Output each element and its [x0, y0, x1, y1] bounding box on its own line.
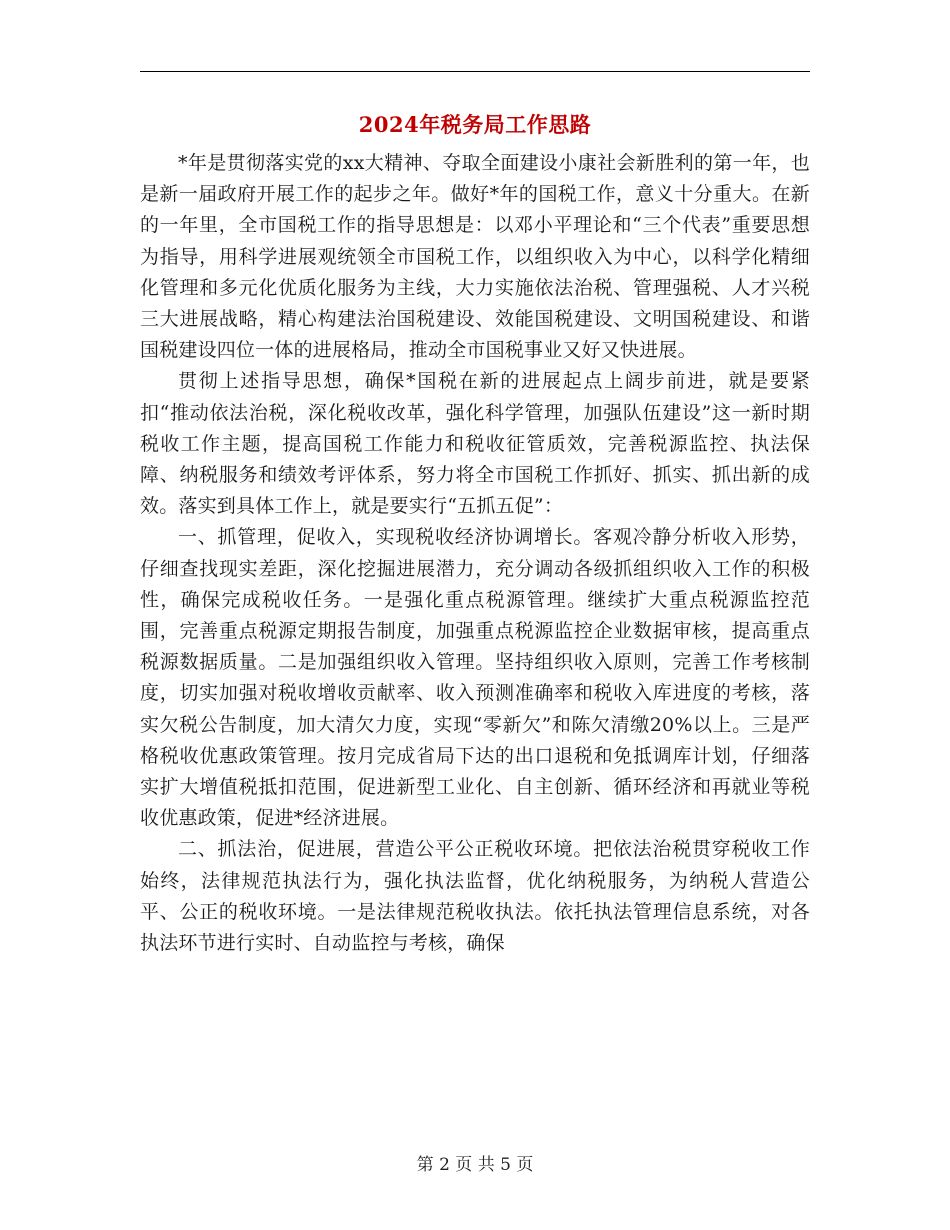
document-title: 2024年税务局工作思路: [358, 112, 592, 137]
paragraph-intro: *年是贯彻落实党的xx大精神、夺取全面建设小康社会新胜利的第一年，也是新一届政府开展工作的起步之年。做好*年的国税工作，意义十分重大。在新的一年里，全市国税工作的指导思想是：以邓小平理论和“三个代表”重要思想为指导，用科学进展观统领全市国税工作，以组织收入为中心，以科学化精细化管理和多元化优质化服务为主线，大力实施依法治税、管理强税、人才兴税三大进展战略，精心构建法治国税建设、效能国税建设、文明国税建设、和谐国税建设四位一体的进展格局，推动全市国税事业又好又快进展。: [140, 152, 810, 362]
paragraph-guiding: 贯彻上述指导思想，确保*国税在新的进展起点上阔步前进，就是要紧扣“推动依法治税，深化税收改革，强化科学管理，加强队伍建设”这一新时期税收工作主题，提高国税工作能力和税收征管质效，完善税源监控、执法保障、纳税服务和绩效考评体系，努力将全市国税工作抓好、抓实、抓出新的成效。落实到具体工作上，就是要实行“五抓五促”：: [140, 370, 810, 518]
document-body: [140, 148, 810, 959]
paragraph-management: 一、抓管理，促收入，实现税收经济协调增长。客观冷静分析收入形势，仔细查找现实差距，深化挖掘进展潜力，充分调动各级抓组织收入工作的积极性，确保完成税收任务。一是强化重点税源管理。继续扩大重点税源监控范围，完善重点税源定期报告制度，加强重点税源监控企业数据审核，提高重点税源数据质量。二是加强组织收入管理。坚持组织收入原则，完善工作考核制度，切实加强对税收增收贡献率、收入预测准确率和税收入库进度的考核，落实欠税公告制度，加大清欠力度，实现“零新欠”和陈欠清缴20%以上。三是严格税收优惠政策管理。按月完成省局下达的出口退税和免抵调库计划，仔细落实扩大增值税抵扣范围，促进新型工业化、自主创新、循环经济和再就业等税收优惠政策，促进*经济进展。: [140, 526, 810, 830]
header-rule: [140, 71, 810, 72]
page-number: 第 2 页 共 5 页: [416, 1155, 534, 1175]
paragraph-rule-of-law: 二、抓法治，促进展，营造公平公正税收环境。把依法治税贯穿税收工作始终，法律规范执法行为，强化执法监督，优化纳税服务，为纳税人营造公平、公正的税收环境。一是法律规范税收执法。依托执法管理信息系统，对各执法环节进行实时、自动监控与考核，确保: [140, 838, 810, 955]
